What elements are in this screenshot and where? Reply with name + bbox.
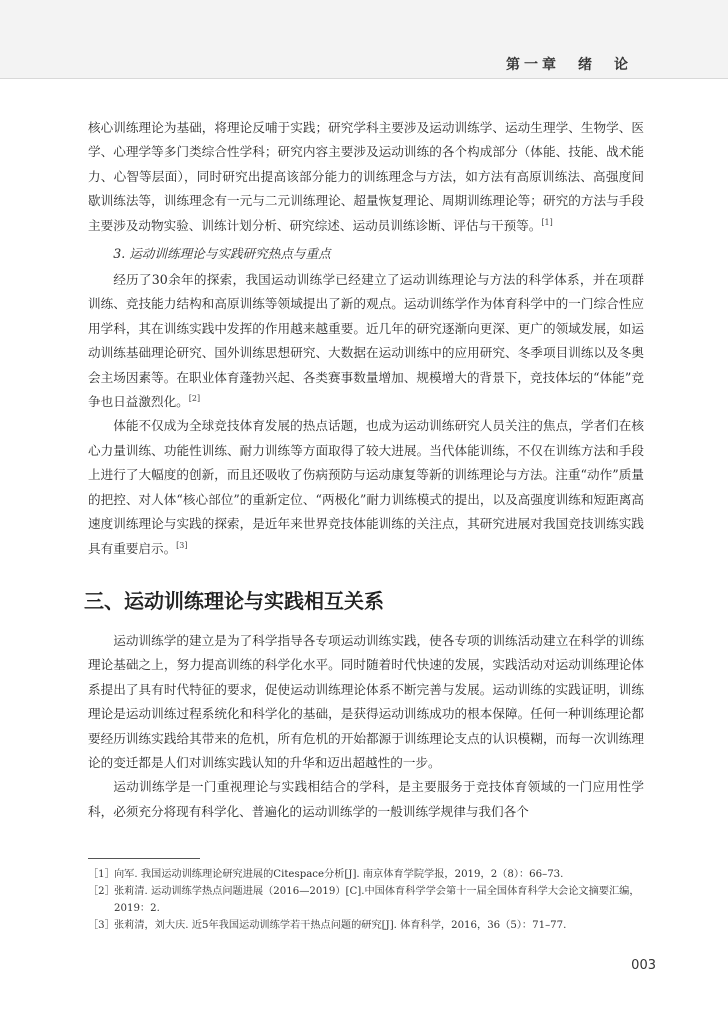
footnote-text: 张莉清，刘大庆. 近5年我国运动训练学若干热点问题的研究[J]. 体育科学，2016，36（5）：71–77. (114, 920, 567, 931)
paragraph-4: 运动训练学的建立是为了科学指导各专项运动训练实践，使各专项的训练活动建立在科学的训练理论基础之上，努力提高训练的科学化水平。同时随着时代快速的发展，实践活动对运动训练理论体系提出了具有时代特征的要求，促使运动训练理论体系不断完善与发展。运动训练的实践证明，训练理论是运动训练过程系统化和科学化的基础，是获得运动训练成功的根本保障。任何一种训练理论都要经历训练实践给其带来的危机，所有危机的开始都源于训练理论支点的认识模糊，而每一次训练理论的变迁都是人们对训练实践认知的升华和迈出超越性的一步。 (88, 632, 644, 770)
citation-1[interactable]: [1] (541, 217, 553, 227)
citation-3[interactable]: [3] (176, 540, 188, 550)
header-divider (0, 78, 728, 79)
paragraph-2: 经历了30余年的探索，我国运动训练学已经建立了运动训练理论与方法的科学体系，并在项群训练、竞技能力结构和高原训练等领域提出了新的观点。运动训练学作为体育科学中的一门综合性应用学科，其在训练实践中发挥的作用越来越重要。近几年的研究逐渐向更深、更广的领域发展，如运动训练基础理论研究、国外训练思想研究、大数据在运动训练中的应用研究、冬季项目训练以及冬奥会主场因素等。在职业体育蓬勃兴起、各类赛事数量增加、规模增大的背景下，竞技体坛的“体能”竞争也日益激烈化。[2] (88, 272, 644, 410)
chapter-title: 第一章 绪 论 (506, 57, 632, 73)
footnote-number: ［2］ (88, 886, 115, 897)
page-number: 003 (631, 958, 656, 973)
footnote-text: 张莉清. 运动训练学热点问题进展（2016—2019）[C].中国体育科学学会第十一届全国体育科学大会论文摘要汇编，2019：2. (114, 886, 640, 914)
section-heading: 三、运动训练理论与实践相互关系 (84, 588, 384, 613)
subsection-heading: 3. 运动训练理论与实践研究热点与重点 (113, 246, 331, 262)
paragraph-3: 体能不仅成为全球竞技体育发展的热点话题，也成为运动训练研究人员关注的焦点，学者们在核心力量训练、功能性训练、耐力训练等方面取得了较大进展。当代体能训练，不仅在训练方法和手段上进行了大幅度的创新，而且还吸收了伤病预防与运动康复等新的训练理论与方法。注重“动作”质量的把控、对人体“核心部位”的重新定位、“两极化”耐力训练模式的提出，以及高强度训练和短距离高速度训练理论与实践的探索，是近年来世界竞技体能训练的关注点，其研究进展对我国竞技训练实践具有重要启示。[3] (88, 418, 644, 556)
footnote-number: ［1］ (88, 869, 115, 880)
footnote-item (88, 866, 648, 883)
paragraph-5: 运动训练学是一门重视理论与实践相结合的学科，是主要服务于竞技体育领域的一门应用性学科，必须充分将现有科学化、普遍化的运动训练学的一般训练学规律与我们各个 (88, 779, 644, 819)
paragraph-1: 核心训练理论为基础，将理论反哺于实践；研究学科主要涉及运动训练学、运动生理学、生物学、医学、心理学等多门类综合性学科；研究内容主要涉及运动训练的各个构成部分（体能、技能、战术能力、心智等层面），同时研究出提高该部分能力的训练理念与方法，如方法有高原训练法、高强度间歇训练法等，训练理念有一元与二元训练理论、超量恢复理论、周期训练理论等；研究的方法与手段主要涉及动物实验、训练计划分析、研究综述、运动员训练诊断、评估与干预等。[1] (88, 120, 644, 233)
footnote-number: ［3］ (88, 920, 115, 931)
footnote-item (88, 883, 648, 917)
citation-2[interactable]: [2] (188, 393, 201, 403)
footnotes (88, 866, 648, 934)
footnote-divider (88, 858, 200, 859)
footnote-text: 向军. 我国运动训练理论研究进展的Citespace分析[J]. 南京体育学院学报，2019，2（8）：66–73. (114, 869, 564, 880)
body-text (84, 116, 644, 824)
footnote-item (88, 917, 648, 934)
